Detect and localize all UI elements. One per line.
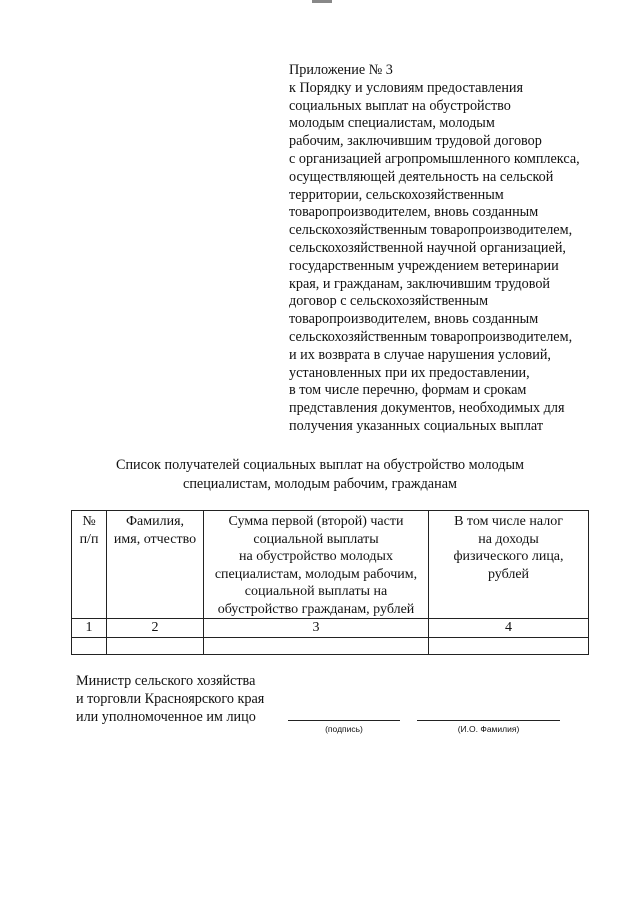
signer-line: и торговли Красноярского края [76, 691, 265, 707]
annex-line: молодым специалистам, молодым [289, 115, 495, 132]
table-header-row [72, 511, 589, 619]
list-title-line: специалистам, молодым рабочим, гражданам [183, 476, 457, 492]
recipients-table [71, 510, 589, 655]
header-income-tax: В том числе налог на доходы физического лица, рублей [429, 511, 589, 619]
annex-line: договор с сельскохозяйственным [289, 293, 489, 310]
annex-line: товаропроизводителем, вновь созданным [289, 311, 539, 328]
list-title [0, 456, 640, 494]
table-cell: 1 [72, 619, 107, 638]
table-row [72, 619, 589, 638]
annex-line: к Порядку и условиям предоставления [289, 79, 524, 96]
annex-line: установленных при их предоставлении, [289, 364, 530, 381]
scan-mark [312, 0, 332, 3]
annex-line: товаропроизводителем, вновь созданным [289, 204, 539, 221]
header-full-name: Фамилия, имя, отчество [107, 511, 204, 619]
name-line [417, 720, 560, 721]
annex-line: государственным учреждением ветеринарии [289, 257, 559, 274]
table-cell [204, 637, 429, 654]
annex-line: сельскохозяйственным товаропроизводителем, [289, 328, 573, 345]
table-cell: 4 [429, 619, 589, 638]
annex-line: осуществляющей деятельность на сельской [289, 168, 554, 185]
list-title-line: Список получателей социальных выплат на обустройство молодым [116, 457, 524, 473]
annex-block [289, 62, 619, 436]
table-cell [429, 637, 589, 654]
signature-caption: (подпись) [325, 724, 363, 734]
signer-line: или уполномоченное им лицо [76, 709, 256, 725]
annex-line: сельскохозяйственной научной организацией, [289, 239, 566, 256]
annex-line: представления документов, необходимых для [289, 400, 565, 417]
annex-line: в том числе перечню, формам и срокам [289, 382, 527, 399]
annex-line: с организацией агропромышленного комплекса, [289, 150, 580, 167]
annex-line: рабочим, заключившим трудовой договор [289, 133, 542, 150]
signature-line [288, 720, 400, 721]
annex-line: территории, сельскохозяйственным [289, 186, 504, 203]
annex-line: края, и гражданам, заключившим трудовой [289, 275, 551, 292]
signer-block [76, 672, 264, 726]
table-cell: 2 [107, 619, 204, 638]
annex-line: получения указанных социальных выплат [289, 417, 544, 434]
header-number: № п/п [72, 511, 107, 619]
table-cell [72, 637, 107, 654]
table-cell [107, 637, 204, 654]
signer-line: Министр сельского хозяйства [76, 673, 256, 689]
header-payment-amount: Сумма первой (второй) части социальной выплаты на обустройство молодых специалистам, молодым рабочим, социальной выплаты на обустройство гражданам, рублей [204, 511, 429, 619]
name-caption: (И.О. Фамилия) [457, 724, 520, 734]
annex-line: сельскохозяйственным товаропроизводителем, [289, 222, 573, 239]
annex-line: и их возврата в случае нарушения условий, [289, 346, 551, 363]
annex-title: Приложение № 3 [289, 62, 393, 78]
table-cell: 3 [204, 619, 429, 638]
table-row [72, 637, 589, 654]
annex-line: социальных выплат на обустройство [289, 97, 511, 114]
